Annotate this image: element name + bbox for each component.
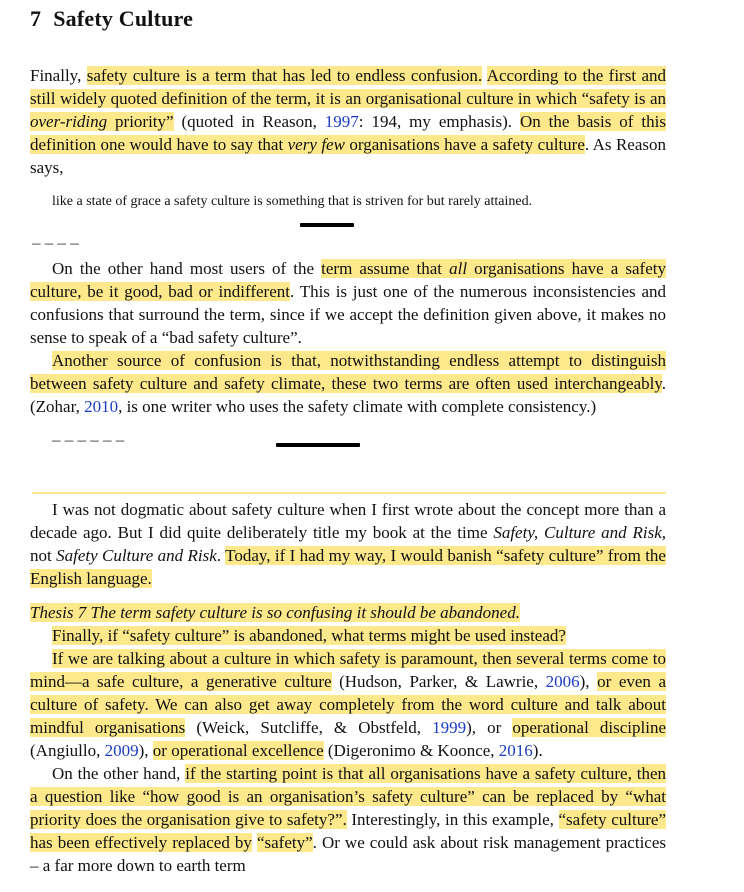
text: (Digeronimo & Koonce, [323, 741, 499, 760]
highlight: If we are talking about a culture in which safety is paramount, then several terms come to mind—a safe culture, a generative culture [30, 649, 666, 691]
text: , not [30, 523, 666, 565]
redaction-bar [300, 223, 354, 227]
text: : 194, my emphasis). [358, 112, 520, 131]
highlight: if the starting point is that all organisations have a safety culture, then a question like “how good is an organisation’s safety culture” can be replaced by “what priority does the organisation give to safety?”. [30, 764, 666, 829]
text: (quoted in Reason, [173, 112, 325, 131]
highlight: or operational excellence [152, 741, 324, 760]
text: , is one writer who uses the safety climate with complete consistency.) [118, 397, 597, 416]
citation-link[interactable]: 1999 [432, 718, 467, 737]
book-title: Safety Culture and Risk [56, 546, 217, 565]
text: (Angiullo, [30, 741, 105, 760]
redaction-bar [276, 443, 360, 447]
text: Finally, [30, 66, 87, 85]
emphasis: over-riding [30, 112, 108, 131]
text: – – – – – – [52, 430, 125, 449]
text: term assume that [321, 259, 450, 278]
text: . This is just one of the numerous inconsistencies and confusions that surround the term, since if we accept the definition given above, it makes no sense to speak of a “bad safety culture”. [30, 282, 666, 347]
paragraph-3 [30, 349, 666, 418]
text: organisations have a safety culture [344, 135, 585, 154]
highlight: Another source of confusion is that, notwithstanding endless attempt to distinguish between safety culture and safety climate, these two terms are often used interchangeably [30, 351, 666, 393]
text: Interestingly, in this example, [346, 810, 559, 829]
thesis-statement: Thesis 7 The term safety culture is so confusing it should be abandoned. [30, 603, 520, 622]
highlight: Finally, if “safety culture” is abandoned, what terms might be used instead? [52, 626, 566, 645]
text: On the other hand, [52, 764, 186, 783]
highlight: “safety” [256, 833, 313, 852]
paragraph-2 [30, 257, 666, 418]
text: ), [579, 672, 598, 691]
citation-link[interactable]: 2009 [104, 741, 139, 760]
cropped-text-fragment [52, 430, 688, 450]
text: – – – – [32, 233, 79, 252]
highlight: or even a culture of safety. We can also get away completely from the word culture and talk about mindful organisations [30, 672, 666, 737]
text: . Or we could ask about risk management practices – a far more down to earth term [30, 833, 667, 875]
citation-link[interactable]: 1997 [324, 112, 359, 131]
text: . [216, 546, 226, 565]
text: organisations have a safety culture, be it good, bad or indifferent [30, 259, 666, 301]
text: (Hudson, Parker, & Lawrie, [331, 672, 546, 691]
block-quote: like a state of grace a safety culture is something that is striven for but rarely attained. [52, 194, 533, 209]
paragraph-1 [30, 64, 666, 179]
highlight: Today, if I had my way, I would banish “safety culture” from the English language. [30, 546, 666, 588]
text: ), or [466, 718, 513, 737]
text: I was not dogmatic about safety culture when I first wrote about the concept more than a decade ago. But I did quite deliberately title my book at the time [30, 500, 666, 542]
paragraph-6 [30, 647, 666, 762]
paragraph-5 [30, 624, 666, 647]
text: priority” [107, 112, 174, 131]
paragraph-7 [30, 762, 666, 877]
thesis-section [30, 601, 666, 877]
text: On the other hand most users of the [52, 259, 322, 278]
highlight-rule [32, 492, 666, 494]
text: According to the first and still widely quoted definition of the term, it is an organisational culture in which “safety is an [30, 66, 666, 108]
text: . (Zohar, [30, 374, 666, 416]
book-title: Safety, Culture and Risk [493, 523, 662, 542]
citation-link[interactable]: 2016 [498, 741, 533, 760]
section-heading [30, 6, 193, 32]
highlight: operational discipline [512, 718, 666, 737]
cropped-text-fragment [32, 233, 668, 253]
citation-link[interactable]: 2010 [84, 397, 119, 416]
citation-link[interactable]: 2006 [545, 672, 580, 691]
section-number: 7 [30, 6, 42, 31]
text: ). [532, 741, 543, 760]
text: (Weick, Sutcliffe, & Obstfeld, [185, 718, 433, 737]
text: . As Reason says, [30, 135, 666, 177]
highlight: safety culture is a term that has led to endless confusion. [86, 66, 483, 85]
section-title: Safety Culture [53, 6, 194, 31]
emphasis: very few [287, 135, 345, 154]
highlight: “safety culture” has been effectively replaced by [30, 810, 666, 852]
text: ), [138, 741, 153, 760]
paragraph-4 [30, 498, 666, 590]
text: On the basis of this definition one would have to say that [30, 112, 666, 154]
emphasis: all [449, 259, 468, 278]
